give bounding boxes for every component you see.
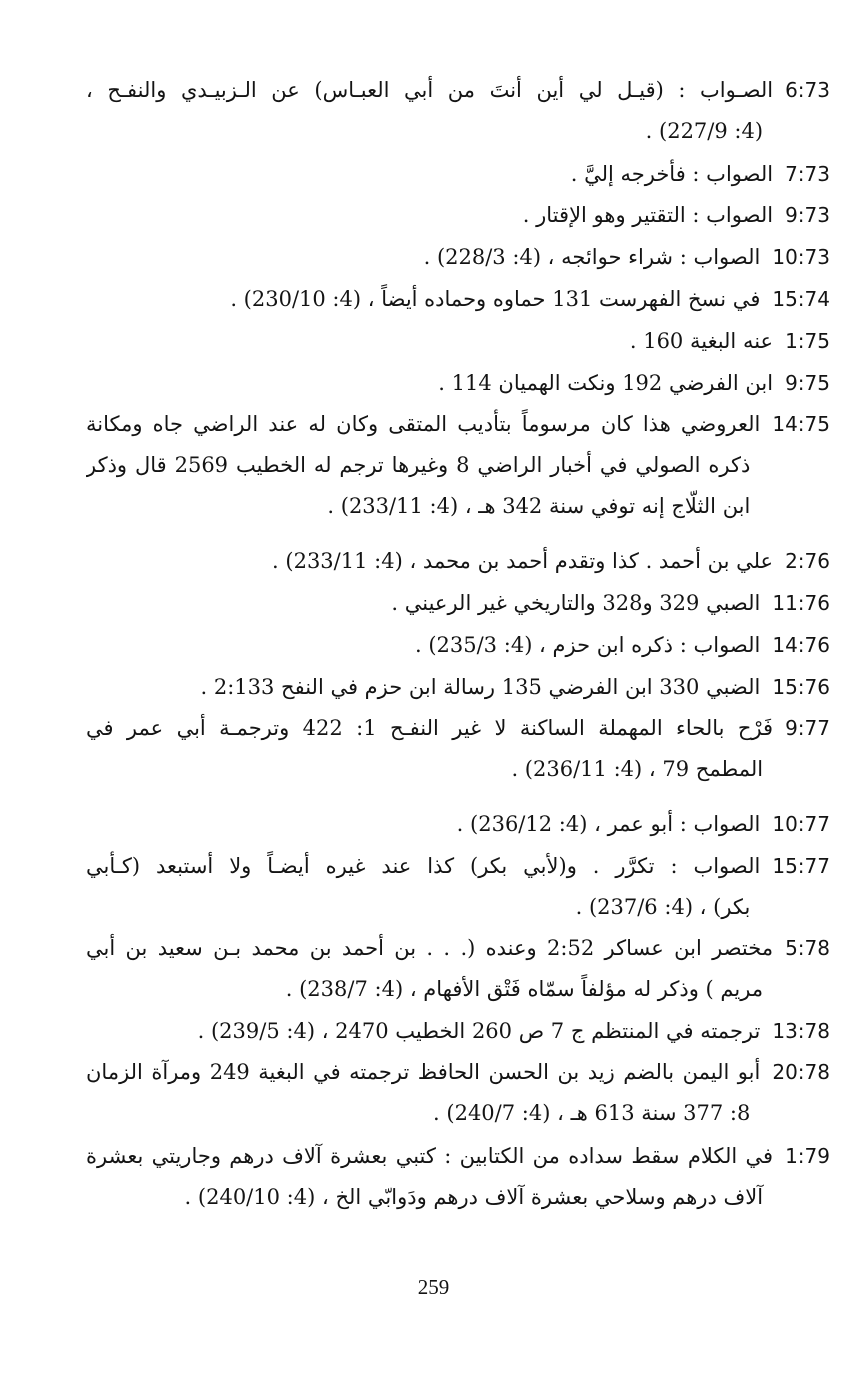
entry-line: علي بن أحمد . كذا وتقدم أحمد بن محمد ، (4: 233/11) . [272,549,774,573]
entry-reference: 7:73 [785,162,830,186]
entry-line: ترجمته في المنتظم ج 7 ص 260 الخطيب 2470 ، (4: 239/5) . [197,1019,761,1043]
entry-reference: 11:76 [772,591,830,615]
entry-line: الضبي 330 ابن الفرضي 135 رسالة ابن حزم في النفح 2:133 . [200,675,761,699]
entry-reference: 10:73 [772,245,830,269]
entry-line: آلاف درهم وسلاحي بعشرة آلاف درهم ودَوابّي الخ ، (4: 240/10) . [184,1185,764,1209]
correction-entry [86,363,830,404]
correction-entry [86,928,830,1010]
correction-entry [86,708,830,790]
entry-reference: 9:77 [785,716,830,740]
correction-entry [86,846,830,928]
page-number: 259 [417,1275,450,1299]
correction-entry [86,1136,830,1218]
correction-entry [86,70,830,152]
entry-line: المطمح 79 ، (4: 236/11) . [511,757,764,781]
entry-line: ابن الثلّاج إنه توفي سنة 342 هـ ، (4: 233/11) . [327,494,751,518]
entry-reference: 15:76 [772,675,830,699]
correction-entry [86,541,830,582]
entry-line: 8: 377 سنة 613 هـ ، (4: 240/7) . [433,1101,751,1125]
entry-line: الصـواب : (قيـل لي أين أنتَ من أبي العبـاس) عن الـزبيـدي والنفـح ، [86,78,774,102]
entry-line: الصواب : ذكره ابن حزم ، (4: 235/3) . [414,633,761,657]
entry-line: فَرْح بالحاء المهملة الساكنة لا غير النفـح 1: 422 وترجمـة أبي عمر في [86,716,774,740]
entry-line: الصواب : شراء حوائجه ، (4: 228/3) . [423,245,761,269]
entry-reference: 6:73 [785,78,830,102]
entry-line: الصواب : فأخرجه إليَّ . [570,162,774,186]
entry-line: في نسخ الفهرست 131 حماوه وحماده أيضاً ، (4: 230/10) . [230,287,761,311]
entry-reference: 5:78 [785,936,830,960]
entry-reference: 1:79 [785,1144,830,1168]
entry-line: الصبي 329 و328 والتاريخي غير الرعيني . [391,591,761,615]
entry-line: الصواب : أبو عمر ، (4: 236/12) . [456,812,761,836]
entry-reference: 2:76 [785,549,830,573]
entry-reference: 15:77 [772,854,830,878]
correction-entry [86,804,830,845]
entry-line: الصواب : التقتير وهو الإقتار . [522,203,774,227]
entry-line: (4: 227/9) . [645,119,764,143]
entry-line: الصواب : تكرَّر . و(لأبي بكر) كذا عند غيره أيضـاً ولا أستبعد (كـأبي [86,854,761,878]
correction-entry [86,195,830,236]
entry-line: بكر) ، (4: 237/6) . [575,895,751,919]
correction-entry [86,237,830,278]
correction-entry [86,1052,830,1134]
entry-line: مختصر ابن عساكر 2:52 وعنده (. . . بن أحمد بن محمد بـن سعيد بن أبي [86,936,774,960]
entry-line: ذكره الصولي في أخبار الراضي 8 وغيرها ترجم له الخطيب 2569 قال وذكر [86,453,751,477]
entry-line: مريم ) وذكر له مؤلفاً سمّاه فَتْق الأفهام ، (4: 238/7) . [285,977,764,1001]
correction-entry [86,1011,830,1052]
entry-reference: 15:74 [772,287,830,311]
correction-entry [86,583,830,624]
entry-reference: 10:77 [772,812,830,836]
entry-reference: 9:73 [785,203,830,227]
entry-line: العروضي هذا كان مرسوماً بتأديب المتقى وكان له عند الراضي جاه ومكانة [86,412,761,436]
entry-reference: 9:75 [785,371,830,395]
entry-reference: 13:78 [772,1019,830,1043]
entry-reference: 20:78 [772,1060,830,1084]
correction-entry [86,404,830,527]
correction-entry [86,154,830,195]
correction-entry [86,321,830,362]
entry-line: ابن الفرضي 192 ونكت الهميان 114 . [438,371,774,395]
entry-reference: 1:75 [785,329,830,353]
correction-entry [86,625,830,666]
correction-entry [86,667,830,708]
entry-line: عنه البغية 160 . [629,329,774,353]
entry-reference: 14:76 [772,633,830,657]
correction-entry [86,279,830,320]
entry-reference: 14:75 [772,412,830,436]
entry-line: أبو اليمن بالضم زيد بن الحسن الحافظ ترجمته في البغية 249 ومرآة الزمان [86,1060,761,1084]
entry-line: في الكلام سقط سداده من الكتابين : كتبي بعشرة آلاف درهم وجاريتي بعشرة [86,1144,774,1168]
